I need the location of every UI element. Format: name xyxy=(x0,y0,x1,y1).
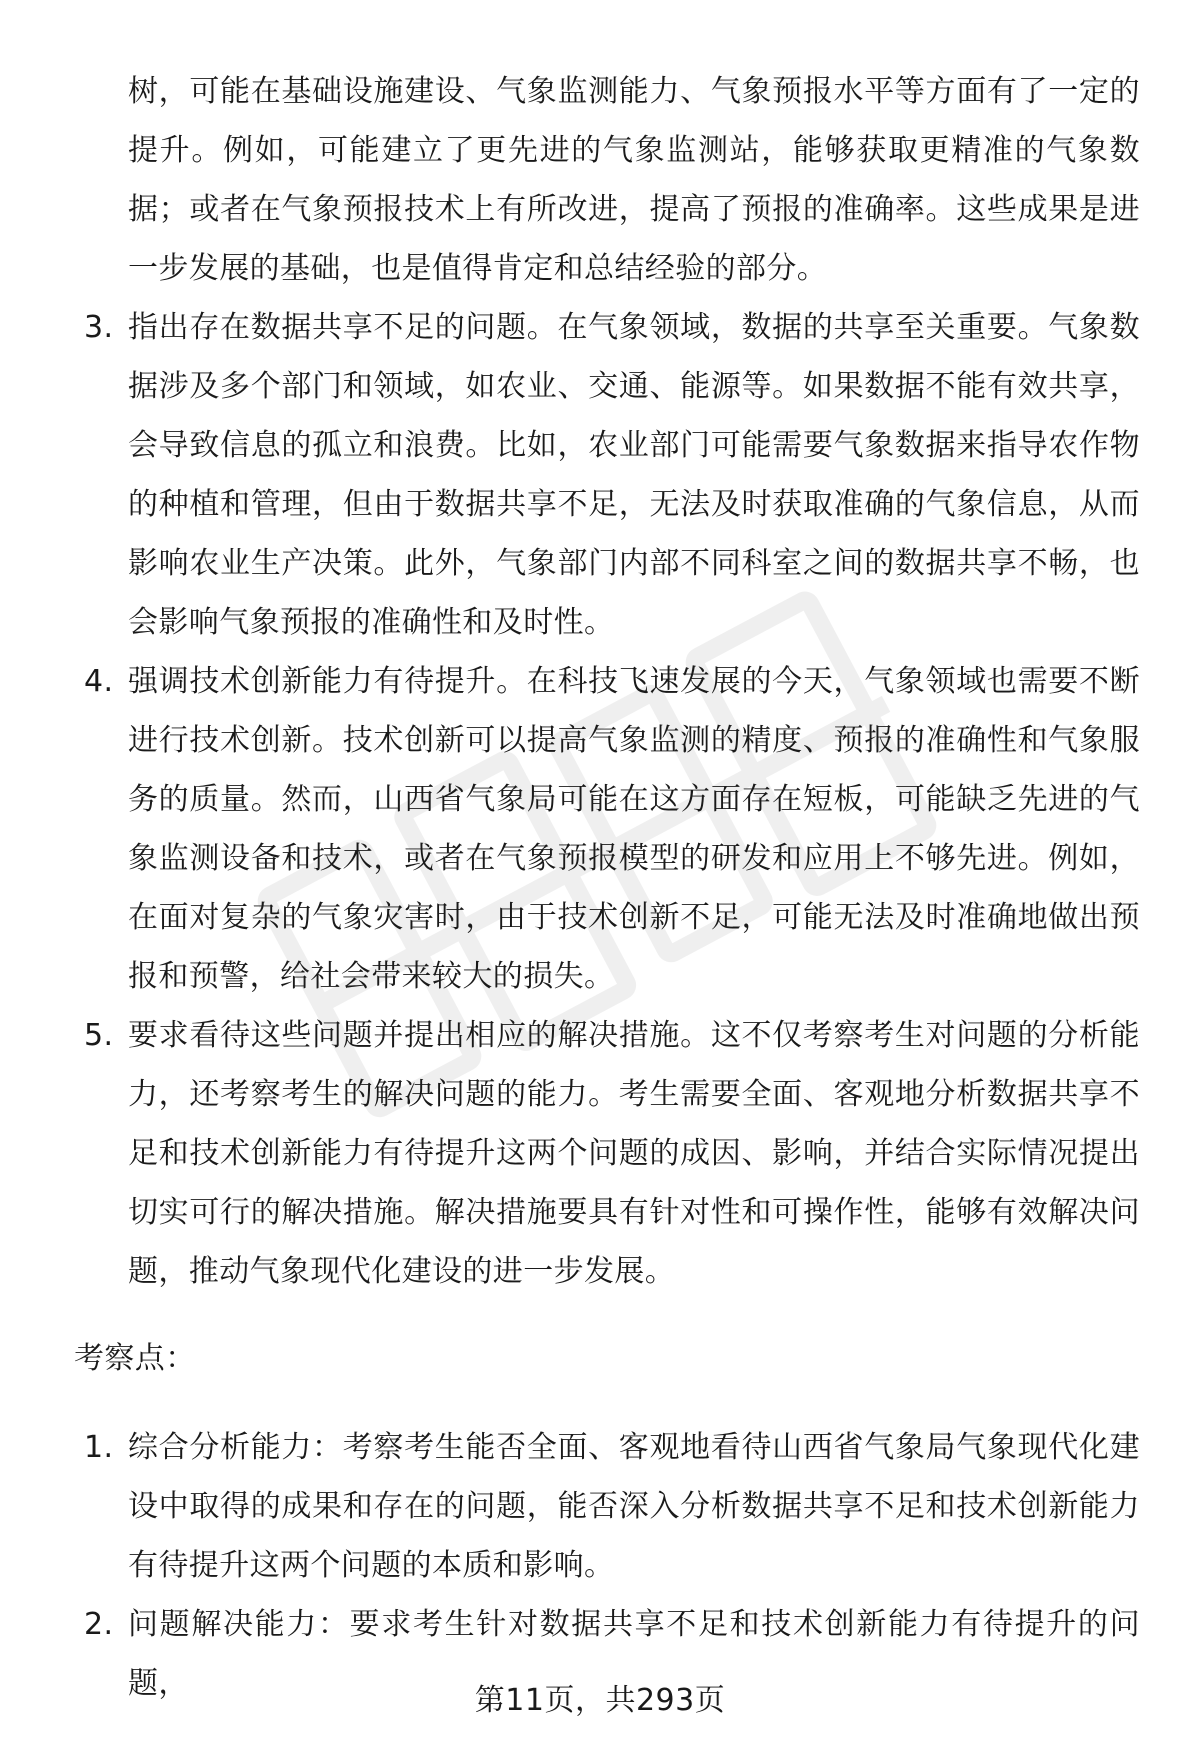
list-item-number: 3. xyxy=(84,310,114,345)
analysis-list xyxy=(80,298,1140,1301)
list-item-text: 要求看待这些问题并提出相应的解决措施。这不仅考察考生对问题的分析能力，还考察考生的解决问题的能力。考生需要全面、客观地分析数据共享不足和技术创新能力有待提升这两个问题的成因、影响，并结合实际情况提出切实可行的解决措施。解决措施要具有针对性和可操作性，能够有效解决问题，推动气象现代化建设的进一步发展。 xyxy=(128,1018,1140,1289)
section-heading: 考察点： xyxy=(74,1341,196,1376)
assessment-points-list xyxy=(80,1418,1140,1713)
continued-paragraph: 树，可能在基础设施建设、气象监测能力、气象预报水平等方面有了一定的提升。例如，可能建立了更先进的气象监测站，能够获取更精准的气象数据；或者在气象预报技术上有所改进，提高了预报的准确率。这些成果是进一步发展的基础，也是值得肯定和总结经验的部分。 xyxy=(128,74,1140,286)
list-item-text: 问题解决能力：要求考生针对数据共享不足和技术创新能力有待提升的问题， xyxy=(128,1607,1140,1701)
list-item-text: 指出存在数据共享不足的问题。在气象领域，数据的共享至关重要。气象数据涉及多个部门和领域，如农业、交通、能源等。如果数据不能有效共享，会导致信息的孤立和浪费。比如，农业部门可能需要气象数据来指导农作物的种植和管理，但由于数据共享不足，无法及时获取准确的气象信息，从而影响农业生产决策。此外，气象部门内部不同科室之间的数据共享不畅，也会影响气象预报的准确性和及时性。 xyxy=(128,310,1140,640)
main-content xyxy=(74,62,1140,1713)
list-item xyxy=(80,1418,1140,1595)
list-item-number: 2. xyxy=(84,1607,114,1642)
list-item-number: 4. xyxy=(84,664,114,699)
page-number: 第11页，共293页 xyxy=(474,1683,726,1718)
list-item-number: 1. xyxy=(84,1430,114,1465)
list-item xyxy=(80,652,1140,1006)
list-item xyxy=(80,298,1140,652)
list-item xyxy=(80,1006,1140,1301)
list-item-number: 5. xyxy=(84,1018,114,1053)
list-item-text: 综合分析能力：考察考生能否全面、客观地看待山西省气象局气象现代化建设中取得的成果和存在的问题，能否深入分析数据共享不足和技术创新能力有待提升这两个问题的本质和影响。 xyxy=(128,1430,1140,1583)
list-item-text: 强调技术创新能力有待提升。在科技飞速发展的今天，气象领域也需要不断进行技术创新。技术创新可以提高气象监测的精度、预报的准确性和气象服务的质量。然而，山西省气象局可能在这方面存在短板，可能缺乏先进的气象监测设备和技术，或者在气象预报模型的研发和应用上不够先进。例如，在面对复杂的气象灾害时，由于技术创新不足，可能无法及时准确地做出预报和预警，给社会带来较大的损失。 xyxy=(128,664,1140,994)
